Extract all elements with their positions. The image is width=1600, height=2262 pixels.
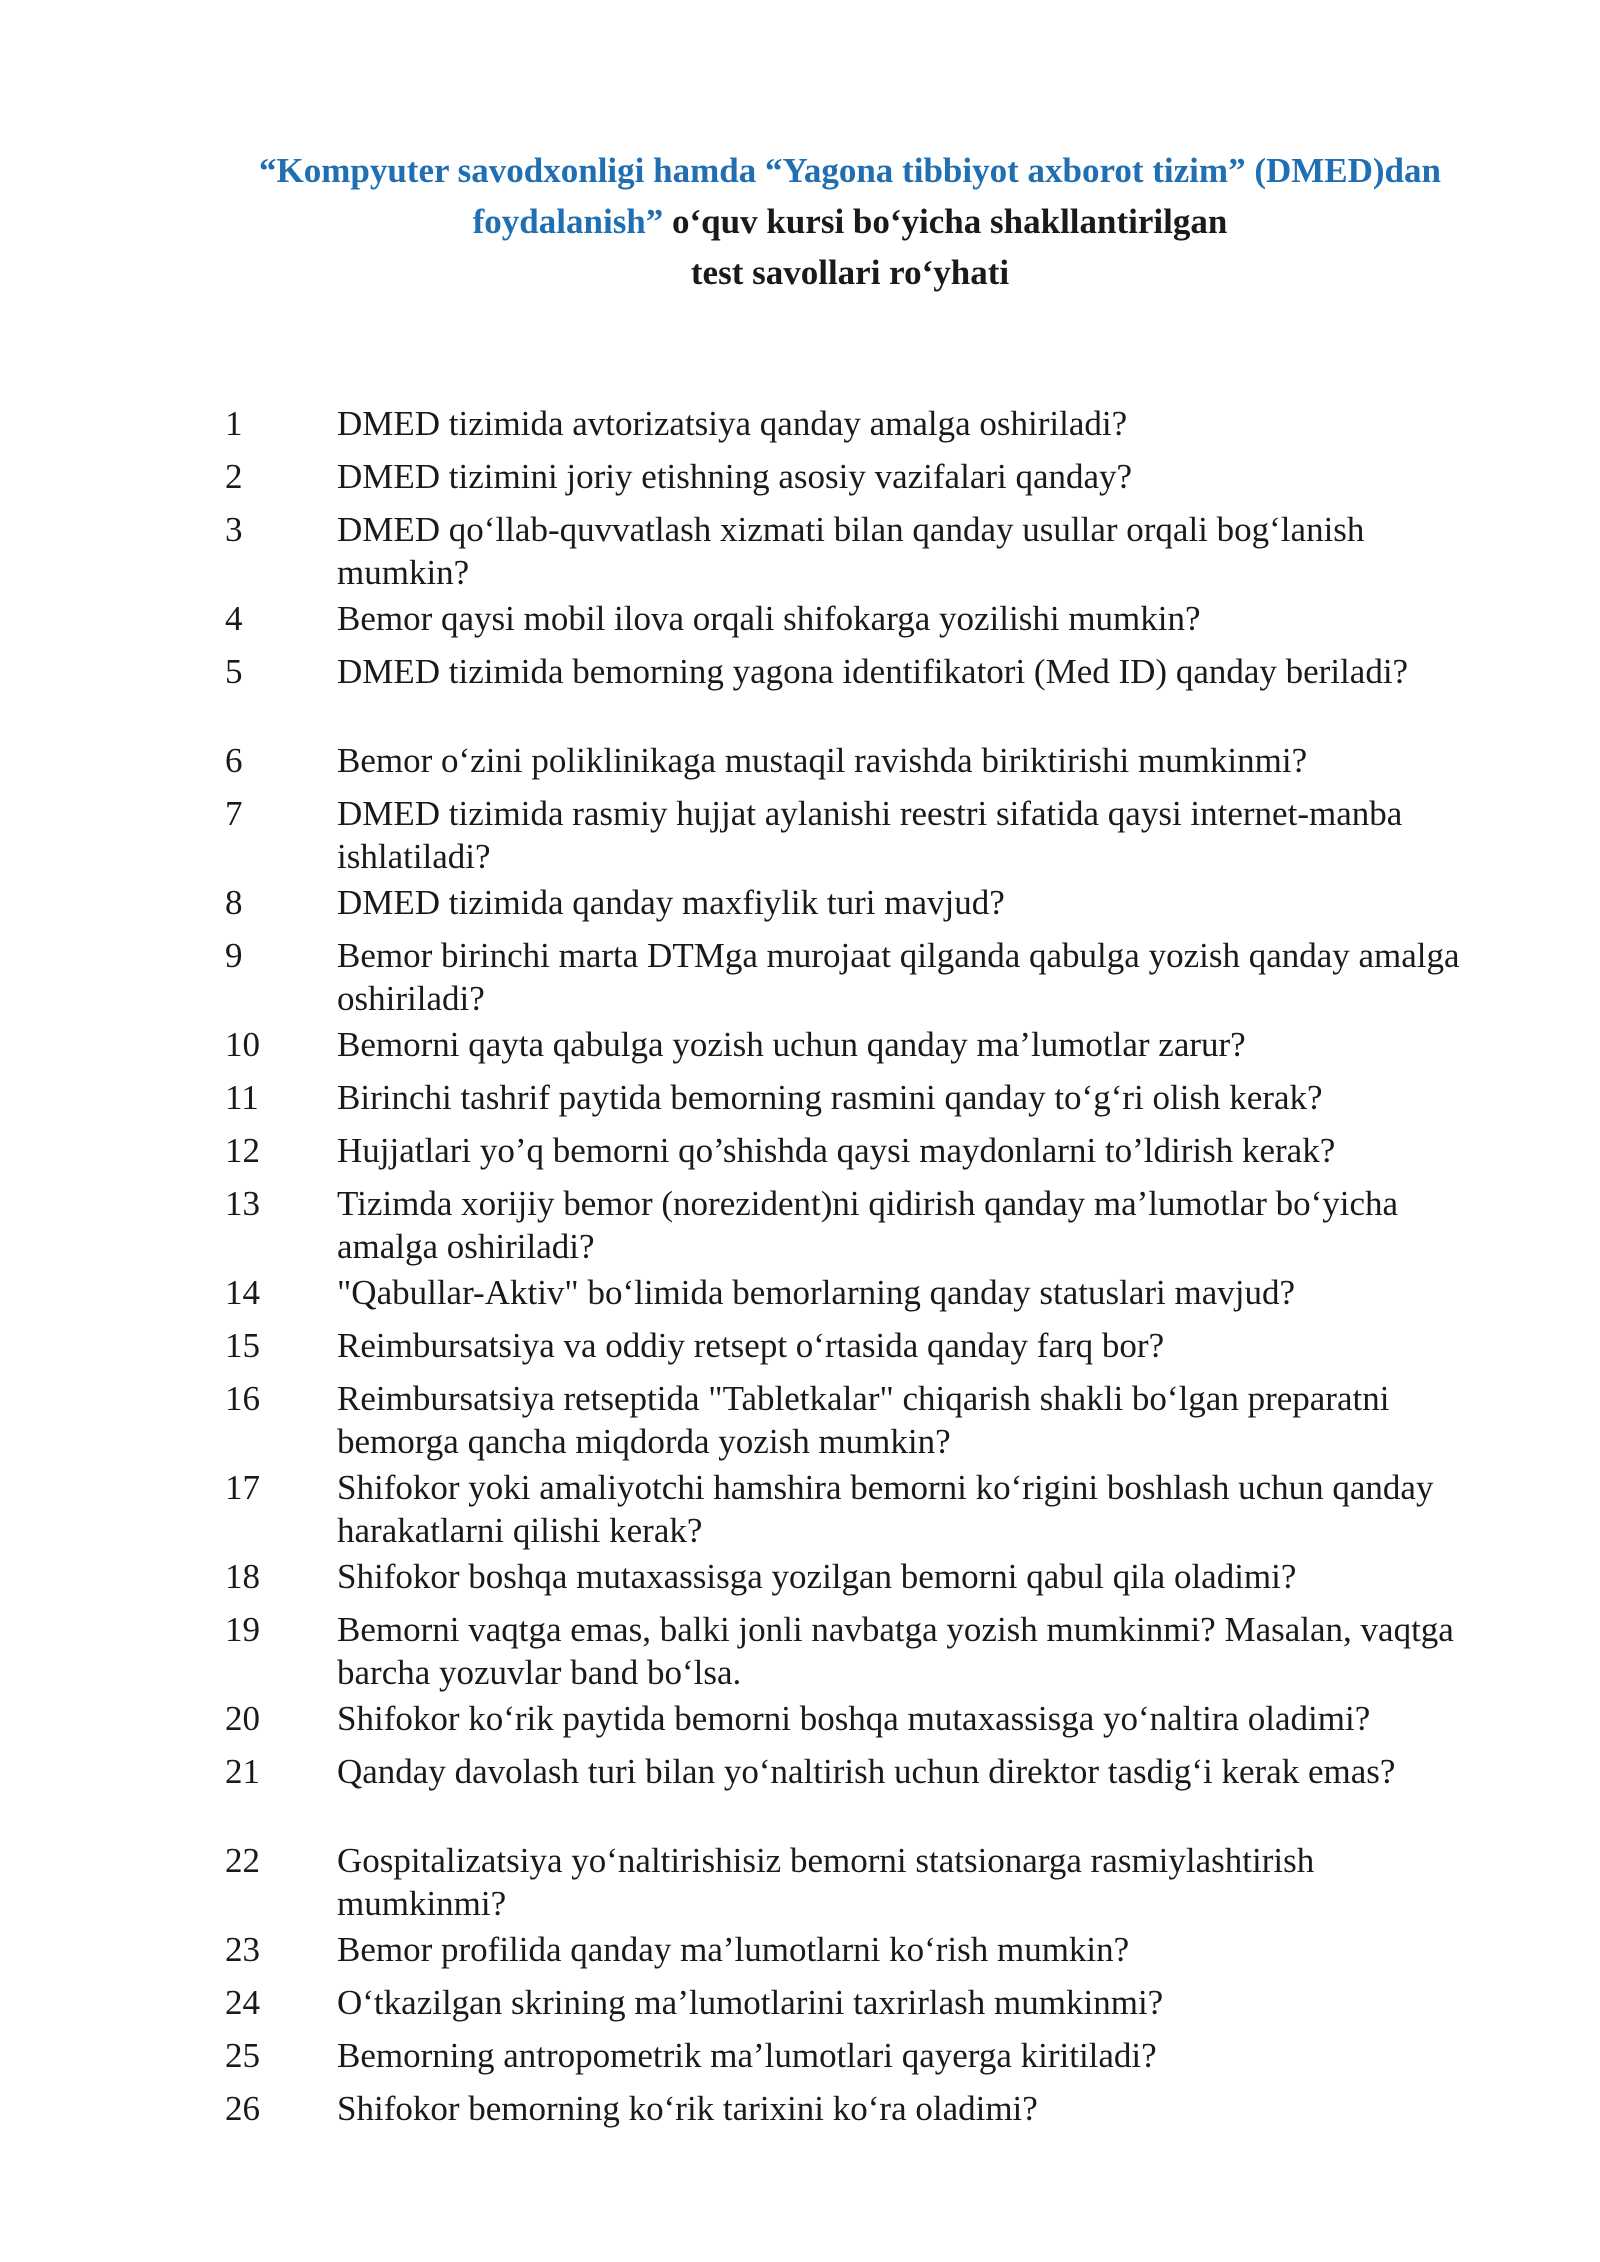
question-number: 13 [225,1184,260,1223]
question-number: 19 [225,1610,260,1649]
question-number: 3 [225,510,243,549]
question-number: 18 [225,1557,260,1596]
question-number: 9 [225,936,243,975]
question-text: DMED tizimida rasmiy hujjat aylanishi reestri sifatida qaysi internet-manba ishlatiladi? [337,794,1403,876]
question-text: DMED tizimida qanday maxfiylik turi mavjud? [337,883,1005,922]
question-text: Bemor qaysi mobil ilova orqali shifokarga yozilishi mumkin? [337,599,1201,638]
question-text: Hujjatlari yo’q bemorni qo’shishda qaysi maydonlarni to’ldirish kerak? [337,1131,1336,1170]
title-subtitle: test savollari ro‘yhati [690,253,1010,292]
question-number: 25 [225,2036,260,2075]
question-text: Shifokor ko‘rik paytida bemorni boshqa mutaxassisga yo‘naltira oladimi? [337,1699,1371,1738]
question-text: Bemorning antropometrik ma’lumotlari qayerga kiritiladi? [337,2036,1157,2075]
question-number: 8 [225,883,243,922]
question-text: Tizimda xorijiy bemor (norezident)ni qidirish qanday ma’lumotlar bo‘yicha amalga oshiriladi? [337,1184,1399,1266]
question-text: Bemor profilida qanday ma’lumotlarni ko‘rish mumkin? [337,1930,1130,1969]
question-number: 7 [225,794,243,833]
question-text: Bemorni qayta qabulga yozish uchun qanday ma’lumotlar zarur? [337,1025,1246,1064]
question-number: 14 [225,1273,260,1312]
title-course-name: “Kompyuter savodxonligi hamda “Yagona tibbiyot axborot tizim” (DMED)dan foydalanish” [258,151,1441,241]
question-text: Shifokor yoki amaliyotchi hamshira bemorni ko‘rigini boshlash uchun qanday harakatlarni qilishi kerak? [337,1468,1434,1550]
question-number: 6 [225,741,243,780]
question-text: Reimbursatsiya retseptida "Tabletkalar" chiqarish shakli bo‘lgan preparatni bemorga qancha miqdorda yozish mumkin? [337,1379,1390,1461]
question-number: 15 [225,1326,260,1365]
question-number: 4 [225,599,243,638]
question-text: Gospitalizatsiya yo‘naltirishisiz bemorni statsionarga rasmiylashtirish mumkinmi? [337,1841,1315,1923]
question-text: DMED tizimida avtorizatsiya qanday amalga oshiriladi? [337,404,1128,443]
question-text: O‘tkazilgan skrining ma’lumotlarini taxrirlash mumkinmi? [337,1983,1164,2022]
question-text: Qanday davolash turi bilan yo‘naltirish uchun direktor tasdig‘i kerak emas? [337,1752,1396,1791]
question-text: Birinchi tashrif paytida bemorning rasmini qanday to‘g‘ri olish kerak? [337,1078,1323,1117]
question-text: Bemor o‘zini poliklinikaga mustaqil ravishda biriktirishi mumkinmi? [337,741,1308,780]
question-text: Bemorni vaqtga emas, balki jonli navbatga yozish mumkinmi? Masalan, vaqtga barcha yozuvlar band bo‘lsa. [337,1610,1454,1692]
question-number: 10 [225,1025,260,1064]
question-number: 20 [225,1699,260,1738]
title-suffix: o‘quv kursi bo‘yicha shakllantirilgan [663,202,1228,241]
question-number: 22 [225,1841,260,1880]
question-number: 26 [225,2089,260,2128]
question-number: 16 [225,1379,260,1418]
question-text: Shifokor bemorning ko‘rik tarixini ko‘ra oladimi? [337,2089,1038,2128]
question-number: 1 [225,404,243,443]
question-number: 5 [225,652,243,691]
question-number: 21 [225,1752,260,1791]
question-text: "Qabullar-Aktiv" bo‘limida bemorlarning qanday statuslari mavjud? [337,1273,1296,1312]
question-number: 11 [225,1078,259,1117]
question-text: DMED qo‘llab-quvvatlash xizmati bilan qanday usullar orqali bog‘lanish mumkin? [337,510,1365,592]
question-text: Reimbursatsiya va oddiy retsept o‘rtasida qanday farq bor? [337,1326,1165,1365]
question-text: Shifokor boshqa mutaxassisga yozilgan bemorni qabul qila oladimi? [337,1557,1297,1596]
question-number: 24 [225,1983,260,2022]
question-number: 12 [225,1131,260,1170]
question-text: Bemor birinchi marta DTMga murojaat qilganda qabulga yozish qanday amalga oshiriladi? [337,936,1460,1018]
question-text: DMED tizimini joriy etishning asosiy vazifalari qanday? [337,457,1133,496]
question-number: 23 [225,1930,260,1969]
question-number: 2 [225,457,243,496]
question-text: DMED tizimida bemorning yagona identifikatori (Med ID) qanday beriladi? [337,652,1409,691]
question-number: 17 [225,1468,260,1507]
